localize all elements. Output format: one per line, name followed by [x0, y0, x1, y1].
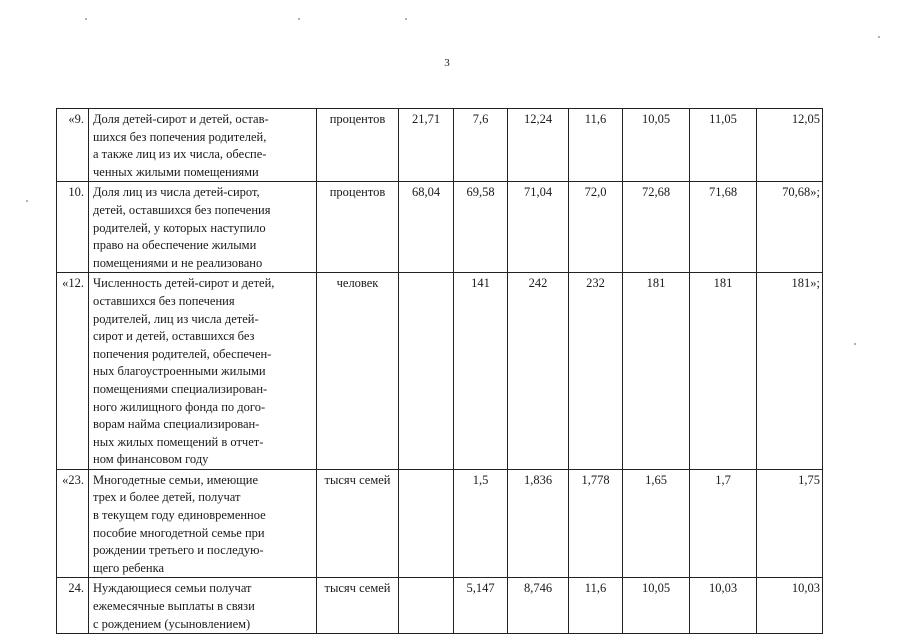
indicator-name-line: Доля лиц из числа детей-сирот,	[93, 185, 260, 200]
scan-speck	[85, 18, 87, 20]
indicator-name-line: оставшихся без попечения	[93, 293, 235, 308]
indicator-name-line: право на обеспечение жилыми	[93, 238, 257, 253]
indicator-name-line: трех и более детей, получат	[93, 490, 241, 505]
table-row	[57, 469, 823, 578]
value-cell: 181	[690, 273, 757, 470]
indicator-name-line: ежемесячные выплаты в связи	[93, 599, 255, 614]
indicator-name	[89, 578, 317, 634]
indicator-name-line: помещениями специализирован-	[93, 381, 268, 396]
value-cell: 72,68	[623, 182, 690, 273]
indicator-name-line: Численность детей-сирот и детей,	[93, 276, 275, 291]
value-cell: 68,04	[399, 182, 454, 273]
value-cell	[399, 578, 454, 634]
value-cell: 8,746	[508, 578, 569, 634]
indicator-name-line: детей, оставшихся без попечения	[93, 202, 271, 217]
indicator-name-line: попечения родителей, обеспечен-	[93, 346, 272, 361]
value-cell: 1,5	[454, 469, 508, 578]
indicator-name	[89, 182, 317, 273]
row-number: «23.	[57, 469, 89, 578]
row-number: 10.	[57, 182, 89, 273]
unit-cell: тысяч семей	[317, 578, 399, 634]
indicator-name	[89, 469, 317, 578]
value-cell	[399, 273, 454, 470]
indicator-name-line: рождении третьего и последую-	[93, 543, 264, 558]
indicator-name-line: ворам найма специализирован-	[93, 417, 260, 432]
value-cell: 70,68»;	[757, 182, 823, 273]
value-cell: 10,03	[690, 578, 757, 634]
value-cell: 71,68	[690, 182, 757, 273]
indicator-name	[89, 109, 317, 182]
scan-speck	[298, 18, 300, 20]
value-cell: 232	[569, 273, 623, 470]
indicator-name-line: с рождением (усыновлением)	[93, 616, 251, 631]
value-cell	[399, 469, 454, 578]
indicator-name-line: ном финансовом году	[93, 452, 209, 467]
indicator-name-line: ченных жилыми помещениями	[93, 164, 259, 179]
unit-cell: процентов	[317, 109, 399, 182]
row-number: 24.	[57, 578, 89, 634]
indicator-name-line: ных жилых помещений в отчет-	[93, 434, 264, 449]
value-cell: 181»;	[757, 273, 823, 470]
indicator-name-line: щего ребенка	[93, 560, 165, 575]
indicator-name-line: родителей, у которых наступило	[93, 220, 266, 235]
unit-cell: человек	[317, 273, 399, 470]
row-number: «12.	[57, 273, 89, 470]
table-row	[57, 273, 823, 470]
indicator-name-line: родителей, лиц из числа детей-	[93, 311, 259, 326]
value-cell: 11,6	[569, 578, 623, 634]
indicator-name-line: ных благоустроенными жилыми	[93, 364, 266, 379]
indicator-name-line: Многодетные семьи, имеющие	[93, 472, 259, 487]
scan-speck	[854, 343, 856, 345]
value-cell: 21,71	[399, 109, 454, 182]
indicator-name	[89, 273, 317, 470]
page-number: 3	[444, 57, 450, 69]
value-cell: 71,04	[508, 182, 569, 273]
value-cell: 141	[454, 273, 508, 470]
value-cell: 242	[508, 273, 569, 470]
value-cell: 1,75	[757, 469, 823, 578]
indicator-name-line: пособие многодетной семье при	[93, 525, 265, 540]
value-cell: 7,6	[454, 109, 508, 182]
value-cell: 10,05	[623, 109, 690, 182]
indicator-name-line: Нуждающиеся семьи получат	[93, 581, 252, 596]
row-number: «9.	[57, 109, 89, 182]
scan-speck	[405, 18, 407, 20]
indicator-name-line: сирот и детей, оставшихся без	[93, 329, 255, 344]
indicator-name-line: ного жилищного фонда по дого-	[93, 399, 266, 414]
value-cell: 10,05	[623, 578, 690, 634]
value-cell: 10,03	[757, 578, 823, 634]
unit-cell: процентов	[317, 182, 399, 273]
indicator-name-line: Доля детей-сирот и детей, остав-	[93, 112, 269, 126]
table-row	[57, 578, 823, 634]
indicator-name-line: а также лиц из их числа, обеспе-	[93, 147, 267, 162]
value-cell: 69,58	[454, 182, 508, 273]
value-cell: 1,836	[508, 469, 569, 578]
indicator-name-line: помещениями и не реализовано	[93, 255, 263, 270]
indicator-name-line: в текущем году единовременное	[93, 508, 266, 523]
value-cell: 11,05	[690, 109, 757, 182]
unit-cell: тысяч семей	[317, 469, 399, 578]
value-cell: 12,24	[508, 109, 569, 182]
scan-speck	[878, 36, 880, 38]
value-cell: 181	[623, 273, 690, 470]
value-cell: 72,0	[569, 182, 623, 273]
value-cell: 1,778	[569, 469, 623, 578]
value-cell: 5,147	[454, 578, 508, 634]
indicator-name-line: шихся без попечения родителей,	[93, 129, 267, 144]
value-cell: 1,65	[623, 469, 690, 578]
value-cell: 1,7	[690, 469, 757, 578]
scan-speck	[26, 200, 28, 202]
value-cell: 11,6	[569, 109, 623, 182]
table-row	[57, 182, 823, 273]
table-row	[57, 109, 823, 182]
indicators-table	[56, 108, 823, 634]
value-cell: 12,05	[757, 109, 823, 182]
